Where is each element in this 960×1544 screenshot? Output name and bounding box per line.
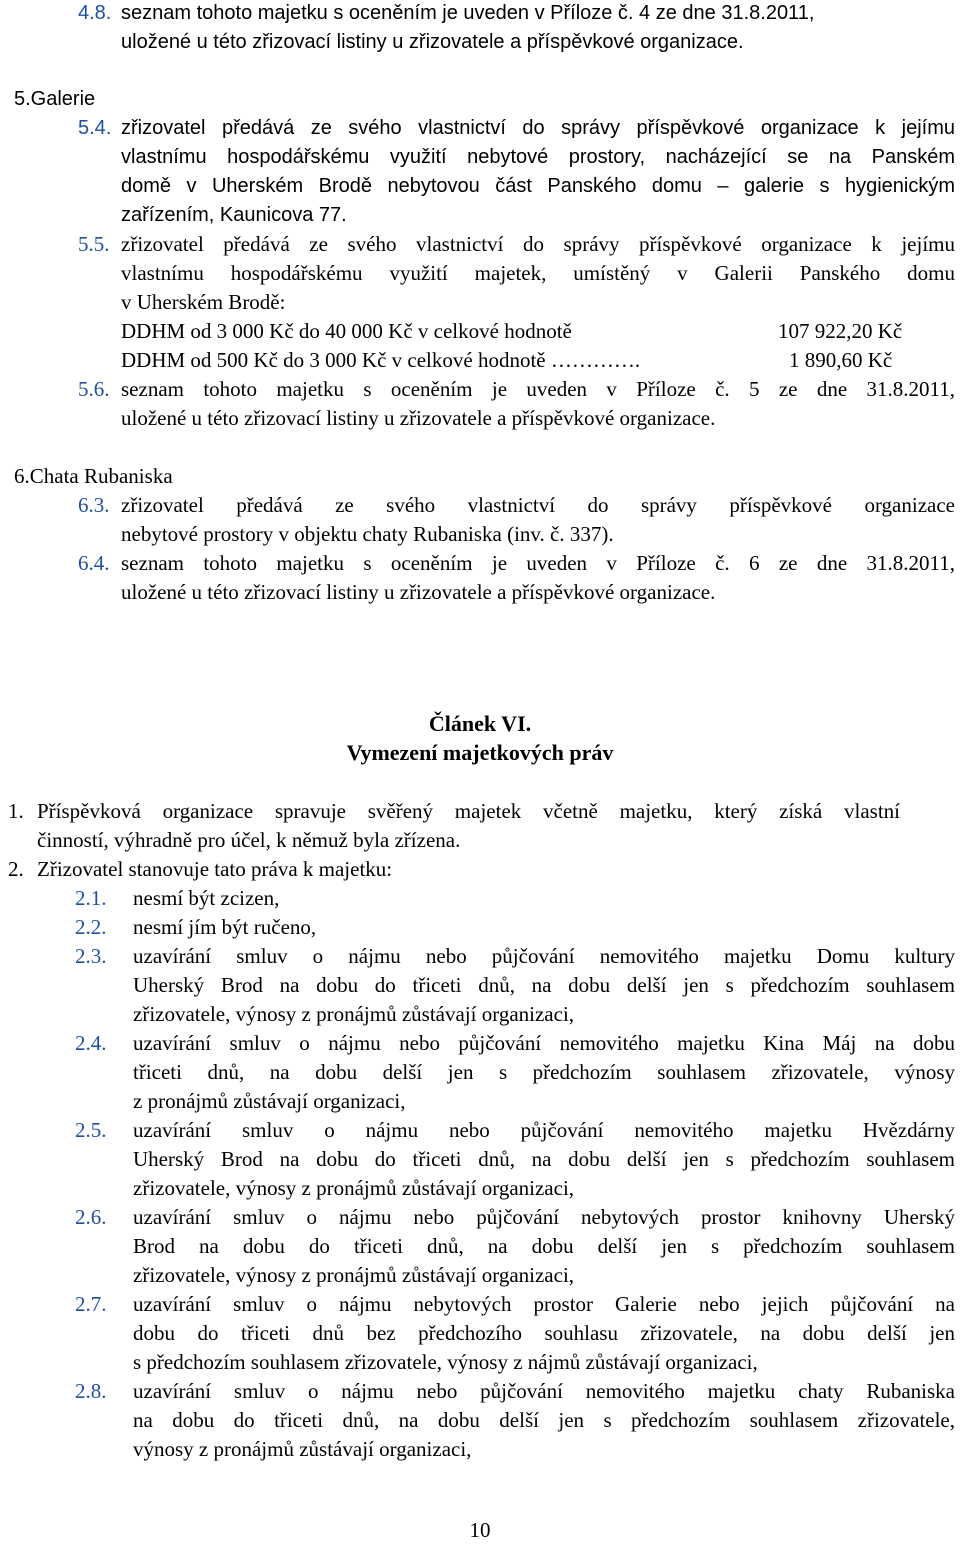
paragraph-text-line: Zřizovatel stanovuje tato práva k majetku:	[37, 857, 393, 881]
item-text-line: nebytové prostory v objektu chaty Rubaniska (inv. č. 337).	[121, 522, 614, 546]
item-text-line: vlastnímu hospodářskému využití majetek, umístěný v Galerii Panského domu	[121, 261, 955, 285]
item-number: 4.8.	[78, 2, 112, 24]
list-item-text-line: dobu do třiceti dnů bez předchozího souhlasu zřizovatele, na dobu delší jen	[133, 1321, 955, 1345]
article-title: Článek VI.	[428, 711, 532, 736]
list-item-number: 2.8.	[75, 1379, 107, 1403]
item-number: 6.4.	[78, 551, 110, 575]
list-item-number: 2.3.	[75, 944, 107, 968]
list-item-text-line: uzavírání smluv o nájmu nebo půjčování nemovitého majetku Domu kultury	[133, 944, 955, 968]
list-item-text-line: uzavírání smluv o nájmu nebo půjčování nemovitého majetku Hvězdárny	[133, 1118, 955, 1142]
value-row-label: DDHM od 500 Kč do 3 000 Kč v celkové hodnotě ………….	[121, 348, 641, 372]
list-item-text-line: nesmí jím být ručeno,	[133, 915, 317, 939]
item-text-line: uložené u této zřizovací listiny u zřizovatele a příspěvkové organizace.	[121, 580, 716, 604]
list-item-text-line: zřizovatele, výnosy z pronájmů zůstávají organizaci,	[133, 1263, 575, 1287]
list-item-text-line: s předchozím souhlasem zřizovatele, výnosy z nájmů zůstávají organizaci,	[133, 1350, 758, 1374]
list-item-text-line: uzavírání smluv o nájmu nebo půjčování nemovitého majetku chaty Rubaniska	[133, 1379, 955, 1403]
list-item-number: 2.4.	[75, 1031, 107, 1055]
list-item-number: 2.6.	[75, 1205, 107, 1229]
list-item-text-line: z pronájmů zůstávají organizaci,	[133, 1089, 406, 1113]
item-text-line: uložené u této zřizovací listiny u zřizovatele a příspěvkové organizace.	[121, 31, 744, 53]
list-item-text-line: uzavírání smluv o nájmu nebo půjčování nemovitého majetku Kina Máj na dobu	[133, 1031, 955, 1055]
item-text-line: zřizovatel předává ze svého vlastnictví do správy příspěvkové organizace	[121, 493, 955, 517]
item-text-line: zřizovatel předává ze svého vlastnictví do správy příspěvkové organizace k jejímu	[121, 232, 955, 256]
list-item-text-line: zřizovatele, výnosy z pronájmů zůstávají organizaci,	[133, 1176, 575, 1200]
item-number: 5.4.	[78, 117, 112, 139]
list-item-text-line: Uherský Brod na dobu do třiceti dnů, na dobu delší jen s předchozím souhlasem	[133, 1147, 955, 1171]
item-text-line: v Uherském Brodě:	[121, 290, 286, 314]
list-item-number: 2.2.	[75, 915, 107, 939]
item-text-line: uložené u této zřizovací listiny u zřizovatele a příspěvkové organizace.	[121, 406, 716, 430]
page-number: 10	[469, 1518, 491, 1542]
item-text-line: zařízením, Kaunicova 77.	[121, 204, 347, 226]
item-number: 5.5.	[78, 232, 110, 256]
list-item-text-line: nesmí být zcizen,	[133, 886, 280, 910]
section-heading: 5.Galerie	[14, 88, 96, 110]
list-item-text-line: třiceti dnů, na dobu delší jen s předchozím souhlasem zřizovatele, výnosy	[133, 1060, 955, 1084]
value-row-amount: 1 890,60 Kč	[789, 348, 893, 372]
list-item-text-line: Brod na dobu do třiceti dnů, na dobu delší jen s předchozím souhlasem	[133, 1234, 955, 1258]
item-text-line: seznam tohoto majetku s oceněním je uveden v Příloze č. 4 ze dne 31.8.2011,	[121, 2, 815, 24]
list-item-number: 2.1.	[75, 886, 107, 910]
value-row-label: DDHM od 3 000 Kč do 40 000 Kč v celkové hodnotě	[121, 319, 572, 343]
list-item-text-line: výnosy z pronájmů zůstávají organizaci,	[133, 1437, 472, 1461]
paragraph-number: 2.	[8, 857, 24, 881]
item-text-line: vlastnímu hospodářskému využití nebytové prostory, nacházející se na Panském	[121, 146, 955, 168]
item-number: 6.3.	[78, 493, 110, 517]
item-text-line: seznam tohoto majetku s oceněním je uveden v Příloze č. 6 ze dne 31.8.2011,	[121, 551, 955, 575]
paragraph-number: 1.	[8, 799, 24, 823]
item-number: 5.6.	[78, 377, 110, 401]
list-item-number: 2.7.	[75, 1292, 107, 1316]
paragraph-text-line: činností, výhradně pro účel, k němuž byla zřízena.	[37, 828, 461, 852]
item-text-line: zřizovatel předává ze svého vlastnictví do správy příspěvkové organizace k jejímu	[121, 117, 955, 139]
value-row-amount: 107 922,20 Kč	[778, 319, 903, 343]
section-heading: 6.Chata Rubaniska	[14, 464, 173, 488]
list-item-text-line: uzavírání smluv o nájmu nebytových prostor Galerie nebo jejich půjčování na	[133, 1292, 955, 1316]
list-item-text-line: na dobu do třiceti dnů, na dobu delší jen s předchozím souhlasem zřizovatele,	[133, 1408, 955, 1432]
article-subtitle: Vymezení majetkových práv	[346, 740, 614, 765]
list-item-number: 2.5.	[75, 1118, 107, 1142]
list-item-text-line: Uherský Brod na dobu do třiceti dnů, na dobu delší jen s předchozím souhlasem	[133, 973, 955, 997]
paragraph-text-line: Příspěvková organizace spravuje svěřený majetek včetně majetku, který získá vlastní	[37, 799, 900, 823]
item-text-line: domě v Uherském Brodě nebytovou část Panského domu – galerie s hygienickým	[121, 175, 955, 197]
list-item-text-line: zřizovatele, výnosy z pronájmů zůstávají organizaci,	[133, 1002, 575, 1026]
list-item-text-line: uzavírání smluv o nájmu nebo půjčování nebytových prostor knihovny Uherský	[133, 1205, 955, 1229]
item-text-line: seznam tohoto majetku s oceněním je uveden v Příloze č. 5 ze dne 31.8.2011,	[121, 377, 955, 401]
